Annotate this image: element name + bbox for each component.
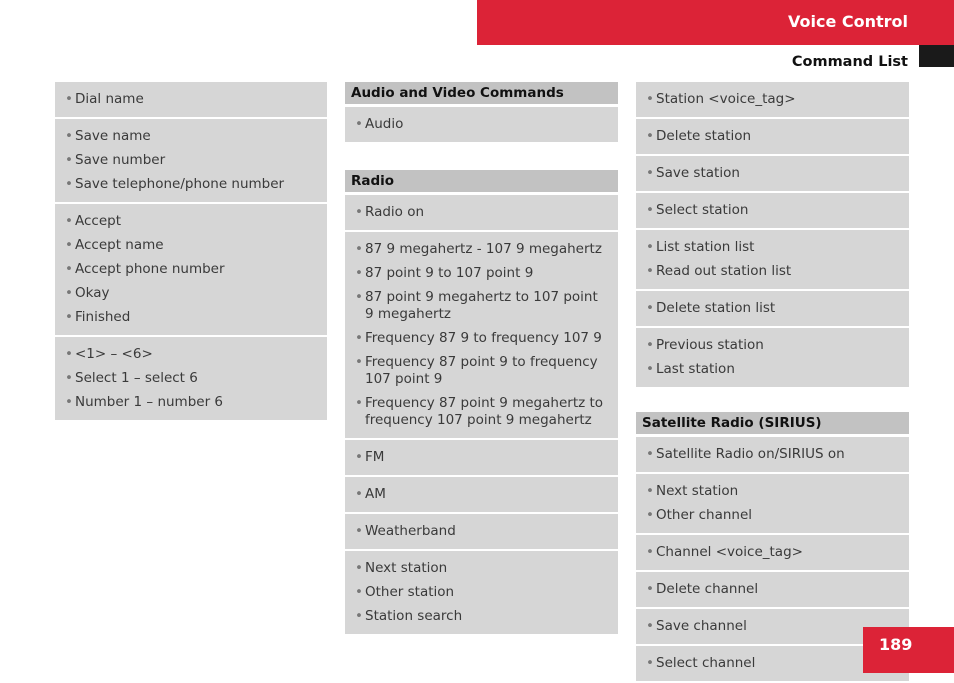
command-item: • Frequency 87 point 9 to frequency 107 point 9 [355,350,608,391]
command-group [345,107,618,142]
command-group [636,535,909,570]
command-item: • Select channel [646,651,899,675]
command-item: • FM [355,445,608,469]
page-number: 189 [879,635,913,654]
command-group [55,82,327,117]
command-item: • List station list [646,235,899,259]
command-item: • Okay [65,281,317,305]
command-item: • Dial name [65,87,317,111]
command-group [345,551,618,634]
command-group [345,477,618,512]
command-group [636,119,909,154]
command-item: • <1> – <6> [65,342,317,366]
command-group [636,437,909,472]
column-3 [636,82,909,683]
command-group [636,572,909,607]
command-item: • Save name [65,124,317,148]
command-group [636,474,909,533]
command-item: • Save telephone/phone number [65,172,317,196]
command-group [636,82,909,117]
command-item: • Radio on [355,200,608,224]
command-group [636,230,909,289]
command-group [345,232,618,438]
command-item: • Satellite Radio on/SIRIUS on [646,442,899,466]
command-group [345,514,618,549]
section-title: Voice Control [787,12,908,31]
command-item: • Read out station list [646,259,899,283]
command-item: • Accept [65,209,317,233]
section-heading: Radio [345,170,618,192]
page-subtitle: Command List [791,54,908,70]
command-item: • Last station [646,357,899,381]
header-bar [477,0,954,45]
command-group [55,204,327,335]
command-item: • Save number [65,148,317,172]
chapter-tab-marker [919,45,954,67]
section-heading: Satellite Radio (SIRIUS) [636,412,909,434]
command-item: • Next station [646,479,899,503]
command-item: • Other station [355,580,608,604]
command-item: • Save station [646,161,899,185]
command-item: • Number 1 – number 6 [65,390,317,414]
page-number-box [863,627,954,673]
command-item: • Audio [355,112,608,136]
command-group [345,440,618,475]
command-item: • Finished [65,305,317,329]
command-group [636,156,909,191]
section-heading: Audio and Video Commands [345,82,618,104]
command-item: • 87 point 9 to 107 point 9 [355,261,608,285]
command-item: • Next station [355,556,608,580]
command-item: • Delete channel [646,577,899,601]
command-item: • Previous station [646,333,899,357]
command-item: • Other channel [646,503,899,527]
command-item: • AM [355,482,608,506]
command-item: • Station search [355,604,608,628]
command-item: • Weatherband [355,519,608,543]
command-item: • Accept phone number [65,257,317,281]
command-group [55,337,327,420]
command-item: • 87 9 megahertz - 107 9 megahertz [355,237,608,261]
command-group [636,291,909,326]
command-item: • Select 1 – select 6 [65,366,317,390]
command-item: • Station <voice_tag> [646,87,899,111]
command-item: • Select station [646,198,899,222]
command-item: • Accept name [65,233,317,257]
command-item: • Delete station list [646,296,899,320]
column-1 [55,82,327,422]
column-2 [345,82,618,636]
command-item: • Delete station [646,124,899,148]
command-group [636,193,909,228]
command-item: • Save channel [646,614,899,638]
command-group [345,195,618,230]
command-group [636,328,909,387]
command-item: • Frequency 87 9 to frequency 107 9 [355,326,608,350]
command-group [55,119,327,202]
command-item: • Frequency 87 point 9 megahertz to frequency 107 point 9 megahertz [355,391,608,432]
command-item: • 87 point 9 megahertz to 107 point 9 megahertz [355,285,608,326]
command-item: • Channel <voice_tag> [646,540,899,564]
